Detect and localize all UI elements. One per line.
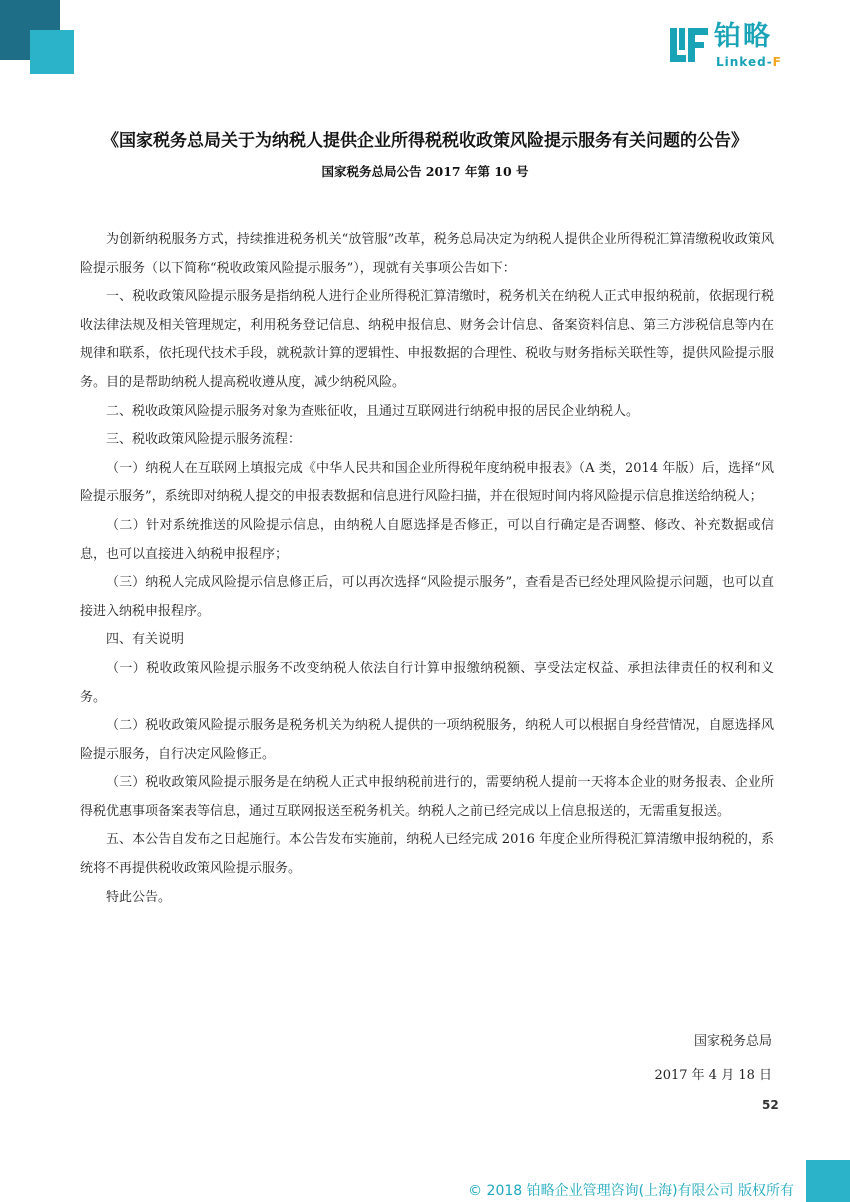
brand-name-cn: 铂略 (714, 21, 772, 52)
paragraph: 四、有关说明 (106, 632, 185, 648)
paragraph: 一、税收政策风险提示服务是指纳税人进行企业所得税汇算清缴时，税务机关在纳税人正式申报纳税前，依据现行税收法律法规及相关管理规定，利用税务登记信息、纳税申报信息、财务会计信息、备案资料信息、第三方涉税信息等内在规律和联系，依托现代技术手段，就税款计算的逻辑性、申报数据的合理性、税收与财务指标关联性等，提供风险提示服务。目的是帮助纳税人提高税收遵从度，减少纳税风险。 (80, 289, 774, 390)
paragraph: （一）税收政策风险提示服务不改变纳税人依法自行计算申报缴纳税额、享受法定权益、承担法律责任的权利和义务。 (80, 660, 774, 705)
signature-date: 2017 年 4 月 18 日 (654, 1068, 772, 1083)
document-subtitle: 国家税务总局公告 2017 年第 10 号 (321, 164, 529, 179)
paragraph: （二）针对系统推送的风险提示信息，由纳税人自愿选择是否修正，可以自行确定是否调整、修改、补充数据或信息，也可以直接进入纳税申报程序； (80, 517, 774, 562)
brand-name-en (716, 55, 782, 69)
corner-decoration-light (30, 30, 74, 74)
signature-organization: 国家税务总局 (693, 1034, 772, 1049)
brand-logo (668, 20, 798, 70)
page-number: 52 (762, 1098, 779, 1112)
paragraph: （三）税收政策风险提示服务是在纳税人正式申报纳税前进行的，需要纳税人提前一天将本企业的财务报表、企业所得税优惠事项备案表等信息，通过互联网报送至税务机关。纳税人之前已经完成以上信息报送的，无需重复报送。 (80, 775, 774, 819)
document-body (80, 226, 774, 912)
paragraph: （二）税收政策风险提示服务是税务机关为纳税人提供的一项纳税服务，纳税人可以根据自身经营情况，自愿选择风险提示服务，自行决定风险修正。 (80, 718, 774, 762)
paragraph: （三）纳税人完成风险提示信息修正后，可以再次选择“风险提示服务”，查看是否已经处理风险提示问题，也可以直接进入纳税申报程序。 (80, 575, 774, 619)
document-title: 《国家税务总局关于为纳税人提供企业所得税税收政策风险提示服务有关问题的公告》 (102, 131, 748, 151)
brand-name-en-main: Linked- (716, 55, 773, 69)
linked-f-logo-icon (668, 24, 710, 66)
paragraph: 特此公告。 (106, 889, 172, 905)
footer-decoration (806, 1160, 850, 1202)
paragraph: 为创新纳税服务方式，持续推进税务机关“放管服”改革，税务总局决定为纳税人提供企业所得税汇算清缴税收政策风险提示服务（以下简称“税收政策风险提示服务”），现就有关事项公告如下： (80, 232, 774, 276)
brand-name-en-accent: F (772, 55, 782, 69)
footer-copyright: © 2018 铂略企业管理咨询(上海)有限公司 版权所有 (468, 1183, 794, 1199)
paragraph: 三、税收政策风险提示服务流程： (106, 432, 302, 448)
paragraph: 二、税收政策风险提示服务对象为查账征收，且通过互联网进行纳税申报的居民企业纳税人。 (106, 403, 640, 419)
paragraph: （一）纳税人在互联网上填报完成《中华人民共和国企业所得税年度纳税申报表》（A 类，2014 年版）后，选择“风险提示服务”，系统即对纳税人提交的申报表数据和信息进行风险扫描，并在很短时间内将风险提示信息推送给纳税人； (80, 460, 774, 505)
paragraph: 五、本公告自发布之日起施行。本公告发布实施前，纳税人已经完成 2016 年度企业所得税汇算清缴申报纳税的，系统将不再提供税收政策风险提示服务。 (80, 832, 774, 877)
